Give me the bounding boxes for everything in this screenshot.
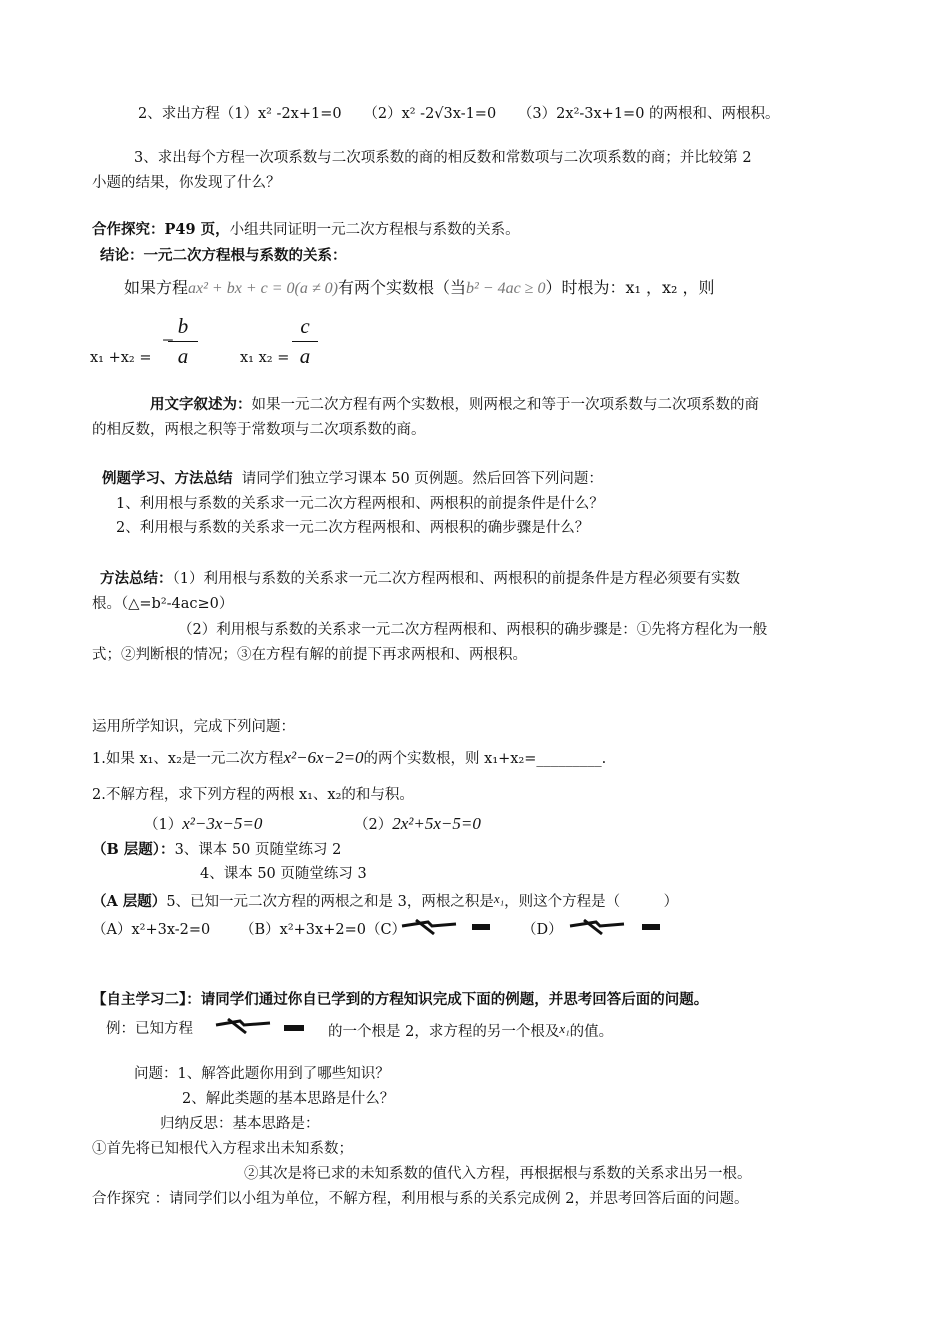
- example-question-1: 1、利用根与系数的关系求一元二次方程两根和、两根积的前提条件是什么？: [116, 496, 604, 512]
- method-summary-2b: 式；②判断根的情况；③在方程有解的前提下再求两根和、两根积。: [92, 647, 527, 663]
- verbal-statement-line2: 的相反数，两根之积等于常数项与二次项系数的商。: [92, 422, 426, 438]
- reflection-heading: 归纳反思：基本思路是：: [160, 1116, 320, 1132]
- question-2: 2、求出方程（1）x² -2x+1=0 （2）x² -2√3x-1=0 （3）2x²-3x+1=0 的两根和、两根积。: [138, 106, 780, 122]
- problem-2-part-2: （2）2x²+5x−5=0: [354, 814, 481, 833]
- garbled-equation-example: [212, 1015, 316, 1037]
- example-prefix: 例：已知方程: [106, 1021, 193, 1037]
- conclusion-heading: 结论：一元二次方程根与系数的关系：: [100, 247, 347, 264]
- example-question-2: 2、利用根与系数的关系求一元二次方程两根和、两根积的确步骤是什么？: [116, 520, 590, 536]
- method-summary-2a: （2）利用根与系数的关系求一元二次方程两根和、两根积的确步骤是：①先将方程化为一般: [178, 622, 768, 638]
- self-study-2-title: 【自主学习二】：请同学们通过你自已学到的方程知识完成下面的例题，并思考回答后面的问题。: [92, 991, 709, 1008]
- product-of-roots-label: x₁ x₂ =: [240, 350, 290, 366]
- cooperative-inquiry: 合作探究：P49 页，小组共同证明一元二次方程根与系数的关系。: [92, 221, 520, 238]
- problem-1: 1.如果 x₁、x₂是一元二次方程x²−6x−2=0的两个实数根，则 x₁+x₂=_________.: [92, 748, 607, 767]
- fraction-neg-b-over-a: − b a: [168, 314, 198, 369]
- a-level-5: （A 层题）5、已知一元二次方程的两根之和是 3，两根之积是x₁，则这个方程是（ ）: [92, 891, 679, 910]
- theorem-statement: 如果方程ax² + bx + c = 0(a ≠ 0)有两个实数根（当b² − 4ac ≥ 0）时根为：x₁ ，x₂ ，则: [124, 278, 715, 297]
- question-3-line2: 小题的结果，你发现了什么？: [92, 175, 281, 191]
- example-rest: 的一个根是 2，求方程的另一个根及x₁的值。: [328, 1021, 614, 1040]
- sum-of-roots-label: x₁ +x₂ =: [90, 350, 152, 366]
- option-b-c: （B）x²+3x+2=0（C）: [240, 922, 407, 938]
- problem-2-part-1: （1）x²−3x−5=0: [144, 814, 263, 833]
- b-level-4: 4、课本 50 页随堂练习 3: [200, 866, 367, 882]
- option-a: （A）x²+3x-2=0: [92, 922, 211, 938]
- question-3-line1: 3、求出每个方程一次项系数与二次项系数的商的相反数和常数项与二次项系数的商；并比较第 2: [134, 150, 752, 166]
- garbled-equation-c: [398, 916, 494, 938]
- method-summary-1b: 根。（△=b²-4ac≥0）: [92, 596, 234, 612]
- question-used-knowledge: 问题：1、解答此题你用到了哪些知识？: [134, 1066, 390, 1082]
- step-2: ②其次是将已求的未知系数的值代入方程，再根据根与系数的关系求出另一根。: [244, 1166, 752, 1182]
- b-level-3: （B 层题）：3、课本 50 页随堂练习 2: [92, 841, 342, 858]
- apply-intro: 运用所学知识，完成下列问题：: [92, 719, 295, 735]
- question-basic-idea: 2、解此类题的基本思路是什么？: [182, 1091, 395, 1107]
- problem-2: 2.不解方程，求下列方程的两根 x₁、x₂的和与积。: [92, 787, 414, 803]
- step-1: ①首先将已知根代入方程求出未知系数；: [92, 1141, 353, 1157]
- cooperative-inquiry-2: 合作探究 ：请同学们以小组为单位，不解方程，利用根与系的关系完成例 2，并思考回答后面的问题。: [92, 1191, 749, 1207]
- fraction-c-over-a: c a: [292, 314, 318, 369]
- verbal-statement-line1: 用文字叙述为：如果一元二次方程有两个实数根，则两根之和等于一次项系数与二次项系数的商: [150, 396, 759, 413]
- garbled-equation-d: [566, 916, 664, 938]
- method-summary-1a: 方法总结：（1）利用根与系数的关系求一元二次方程两根和、两根积的前提条件是方程必须要有实数: [100, 570, 740, 587]
- option-d: （D）: [522, 922, 563, 938]
- example-study-heading: 例题学习、方法总结 请同学们独立学习课本 50 页例题。然后回答下列问题：: [102, 470, 603, 487]
